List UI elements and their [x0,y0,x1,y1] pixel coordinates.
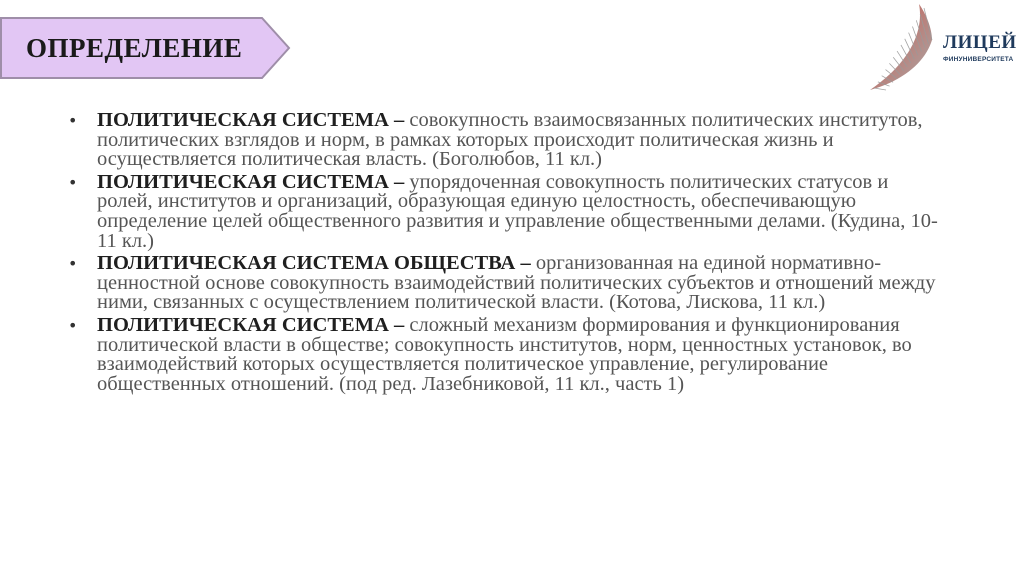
logo-name: ЛИЦЕЙ [943,32,1017,53]
definition-text: упорядоченная совокупность политических статусов и ролей, институтов и организаций, образующая единую целостность, обеспечивающую определение целей общественного развития и управление общественными делами. (Кудина, 10-11 кл.) [97,170,938,252]
page-title: ОПРЕДЕЛЕНИЕ [26,33,243,63]
bullet-icon: • [68,172,78,192]
definition-term: ПОЛИТИЧЕСКАЯ СИСТЕМА – [97,109,405,131]
logo-subtitle: ФИНУНИВЕРСИТЕТА [943,56,1014,63]
lyceum-logo [866,0,1024,96]
definition-term: ПОЛИТИЧЕСКАЯ СИСТЕМА – [97,170,405,193]
definition-item [64,313,944,395]
definition-text: сложный механизм формирования и функционирования политической власти в обществе; совокупность институтов, норм, ценностных установок, во взаимодействий которых осуществляется политическое управление, регулирование общественных отношений. (под ред. Лазебниковой, 11 кл., часть 1) [97,313,912,395]
definition-term: ПОЛИТИЧЕСКАЯ СИСТЕМА ОБЩЕСТВА – [97,252,531,275]
bullet-icon: • [68,111,78,130]
definition-item [64,111,944,170]
title-banner [0,17,292,79]
bullet-icon: • [68,315,78,335]
definition-term: ПОЛИТИЧЕСКАЯ СИСТЕМА – [97,313,405,336]
definition-item [64,170,944,252]
bullet-icon: • [68,254,78,274]
definition-text: совокупность взаимосвязанных политических институтов, политических взглядов и норм, в рамках которых происходит политическая жизнь и осуществляется политическая власть. (Боголюбов, 11 кл.) [97,109,923,171]
definitions-list [64,111,944,397]
definition-text: организованная на единой нормативно-ценностной основе совокупность взаимодействий политических субъектов и отношений между ними, связанных с осуществлением политической власти. (Котова, Лискова, 11 кл.) [97,252,936,314]
definition-item [64,254,944,313]
